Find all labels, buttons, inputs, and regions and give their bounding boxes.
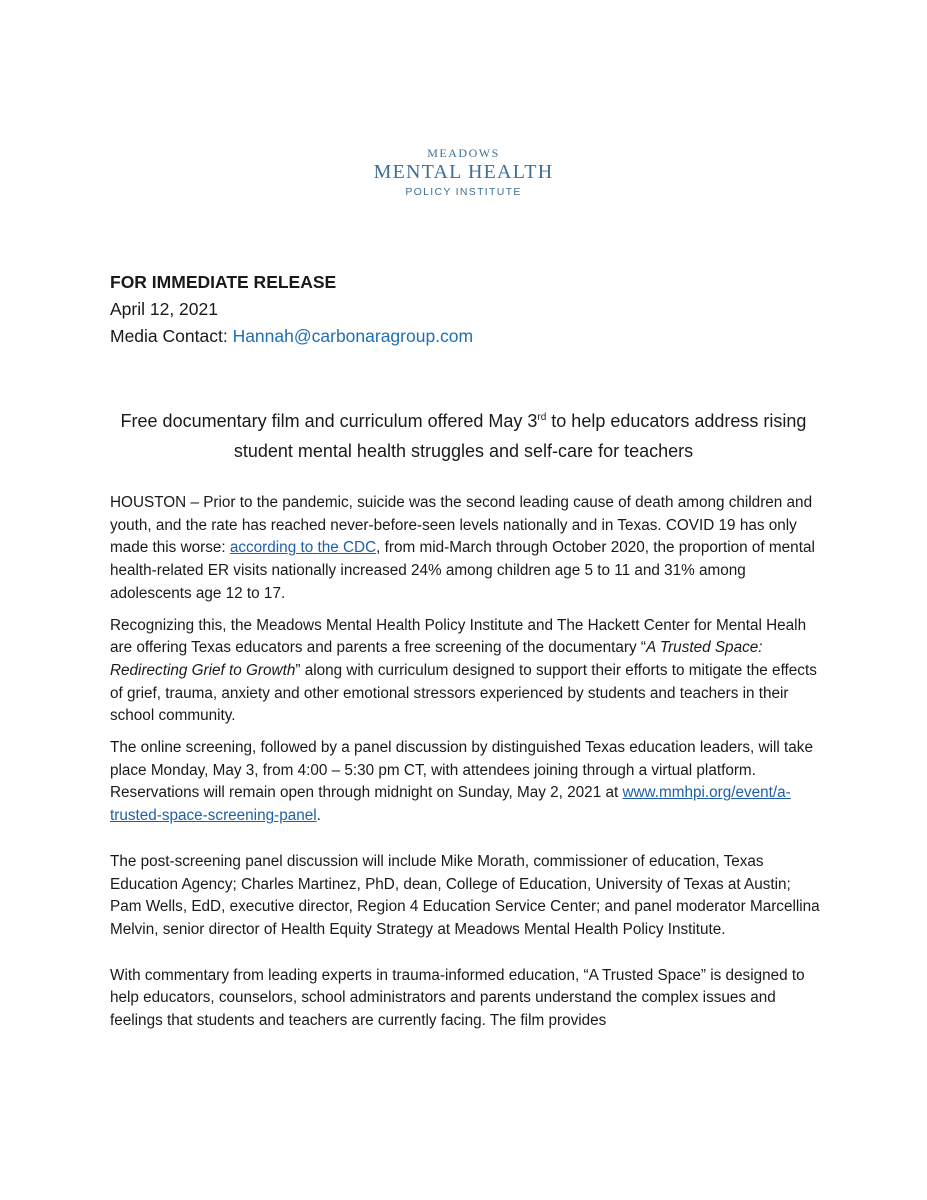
media-contact-label: Media Contact: xyxy=(110,326,233,346)
headline-text-2: to help educators address rising student mental health struggles and self-care for teachers xyxy=(233,411,807,461)
paragraph-text: , from mid-March through October 2020, the proportion of mental health-related ER visits nationally increased 24% among children age 5 to 11 and 31% among adolescents age 12 to 17. xyxy=(110,539,815,602)
paragraph-commentary: With commentary from leading experts in trauma-informed education, “A Trusted Space” is designed to help educators, counselors, school administrators and parents understand the complex issues and feelings that students and teachers are currently facing. The film provides xyxy=(110,966,805,1030)
paragraph-panel: The post-screening panel discussion will include Mike Morath, commissioner of education, Texas Education Agency; Charles Martinez, PhD, dean, College of Education, University of Texas at Austin; Pam Wells, EdD, executive director, Region 4 Education Service Center; and panel moderator Marcellina Melvin, senior director of Health Equity Strategy at Meadows Mental Health Policy Institute. xyxy=(110,852,820,938)
paragraph-text: Recognizing this, the Meadows Mental Health Policy Institute and The Hackett Center for Mental Healh are offering Texas educators and parents a free screening of the documentary “ xyxy=(110,616,807,657)
headline-text-1: Free documentary film and curriculum offered May 3 xyxy=(120,411,538,431)
logo-line-mental-health: MENTAL HEALTH xyxy=(373,161,554,183)
headline-superscript: rd xyxy=(537,412,547,423)
release-label: FOR IMMEDIATE RELEASE xyxy=(110,272,337,292)
media-contact-email-link[interactable]: Hannah@carbonaragroup.com xyxy=(232,326,474,346)
headline xyxy=(110,406,817,466)
paragraph-houston xyxy=(110,492,825,606)
logo-line-meadows: MEADOWS xyxy=(427,146,500,160)
event-link[interactable]: www.mmhpi.org/event/a-trusted-space-screening-panel xyxy=(110,784,791,825)
paragraph-text: . xyxy=(316,807,321,825)
media-contact xyxy=(110,323,473,350)
press-release-body xyxy=(110,492,825,1033)
film-title: A Trusted Space: Redirecting Grief to Growth xyxy=(110,639,763,679)
cdc-link[interactable]: according to the CDC xyxy=(229,539,377,557)
paragraph-recognizing xyxy=(110,615,825,729)
release-header xyxy=(110,269,473,350)
paragraph-text: The online screening, followed by a panel discussion by distinguished Texas education leaders, will take place Monday, May 3, from 4:00 – 5:30 pm CT, with attendees joining through a virtual platform. Reservations will remain open through midnight on Sunday, May 2, 2021 at xyxy=(110,739,813,802)
paragraph-text: HOUSTON – Prior to the pandemic, suicide was the second leading cause of death among children and youth, and the rate has reached never-before-seen levels nationally and in Texas. COVID 19 has only made this worse: xyxy=(110,494,813,557)
paragraph-screening xyxy=(110,737,825,828)
institute-logo xyxy=(0,146,927,199)
release-date: April 12, 2021 xyxy=(110,299,218,319)
paragraph-text: ” along with curriculum designed to support their efforts to mitigate the effects of grief, trauma, anxiety and other emotional stressors experienced by students and teachers in their school community. xyxy=(110,661,817,725)
logo-line-policy-institute: POLICY INSTITUTE xyxy=(405,186,522,198)
